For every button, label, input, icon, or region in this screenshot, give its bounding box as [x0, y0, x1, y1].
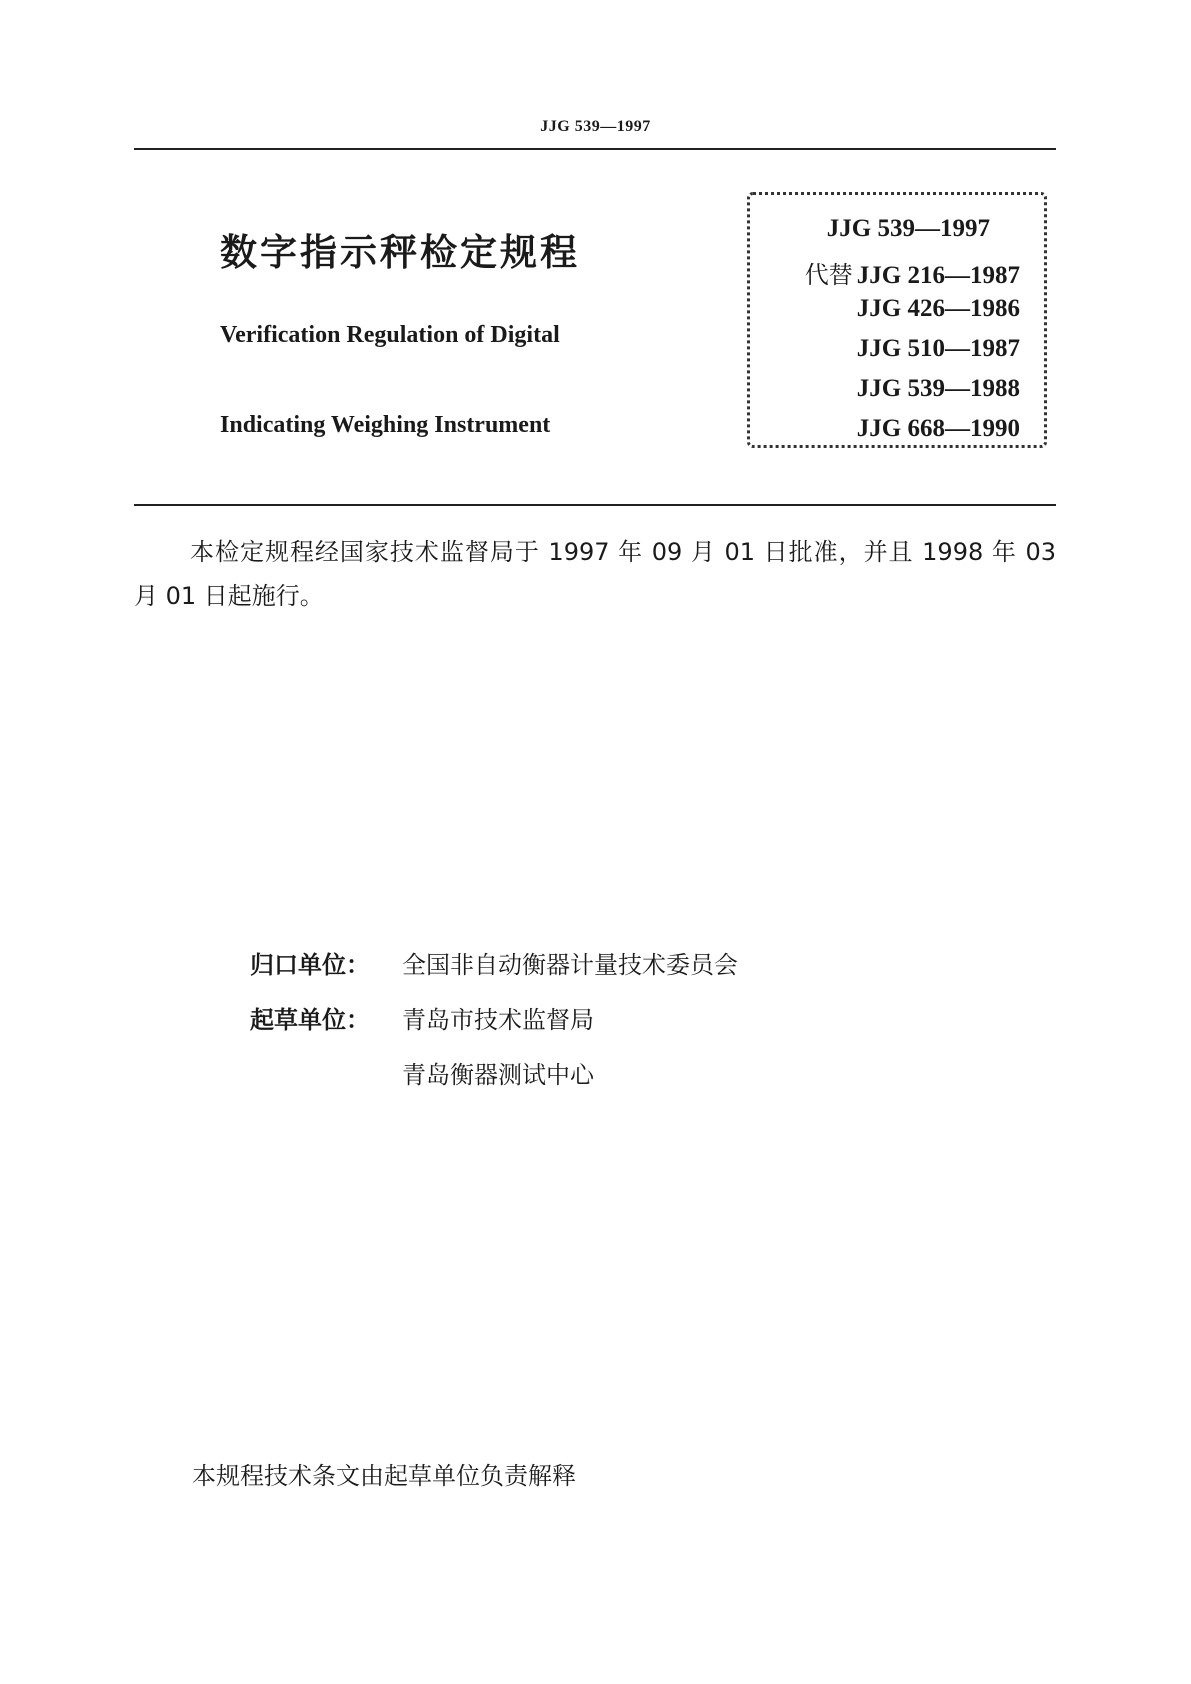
- replaced-standard-code: JJG 216—1987: [856, 262, 1020, 289]
- running-header: JJG 539—1997: [540, 118, 651, 135]
- interpretation-note: 本规程技术条文由起草单位负责解释: [192, 1462, 576, 1490]
- drafting-unit-row: [250, 1055, 594, 1090]
- responsible-unit-row: [250, 945, 738, 980]
- drafting-unit-value: 青岛衡器测试中心: [402, 1061, 594, 1089]
- replaced-standard-code: JJG 539—1988: [856, 375, 1020, 402]
- title-english-line1: Verification Regulation of Digital: [220, 322, 560, 348]
- section-rule: [134, 504, 1056, 506]
- replaced-standard-code: JJG 510—1987: [856, 335, 1020, 362]
- title-chinese: 数字指示秤检定规程: [220, 231, 580, 274]
- responsible-unit-label: 归口单位：: [250, 951, 370, 979]
- drafting-unit-label: 起草单位：: [250, 1006, 370, 1034]
- replaced-standard-line: [805, 255, 1020, 290]
- standard-numbers-box: [747, 192, 1047, 448]
- replaces-prefix: 代替: [804, 261, 853, 289]
- replaced-standard-code: JJG 426—1986: [856, 295, 1020, 322]
- title-english-line2: Indicating Weighing Instrument: [220, 412, 551, 438]
- header-rule: [134, 148, 1056, 150]
- current-standard-code: JJG 539—1997: [826, 215, 990, 242]
- drafting-unit-value: 青岛市技术监督局: [402, 1006, 594, 1034]
- replaced-standard-code: JJG 668—1990: [856, 415, 1020, 442]
- approval-statement: 本检定规程经国家技术监督局于 1997 年 09 月 01 日批准，并且 1998 年 03 月 01 日起施行。: [134, 538, 1056, 610]
- drafting-unit-row: [250, 1000, 594, 1035]
- responsible-unit-value: 全国非自动衡器计量技术委员会: [402, 951, 738, 979]
